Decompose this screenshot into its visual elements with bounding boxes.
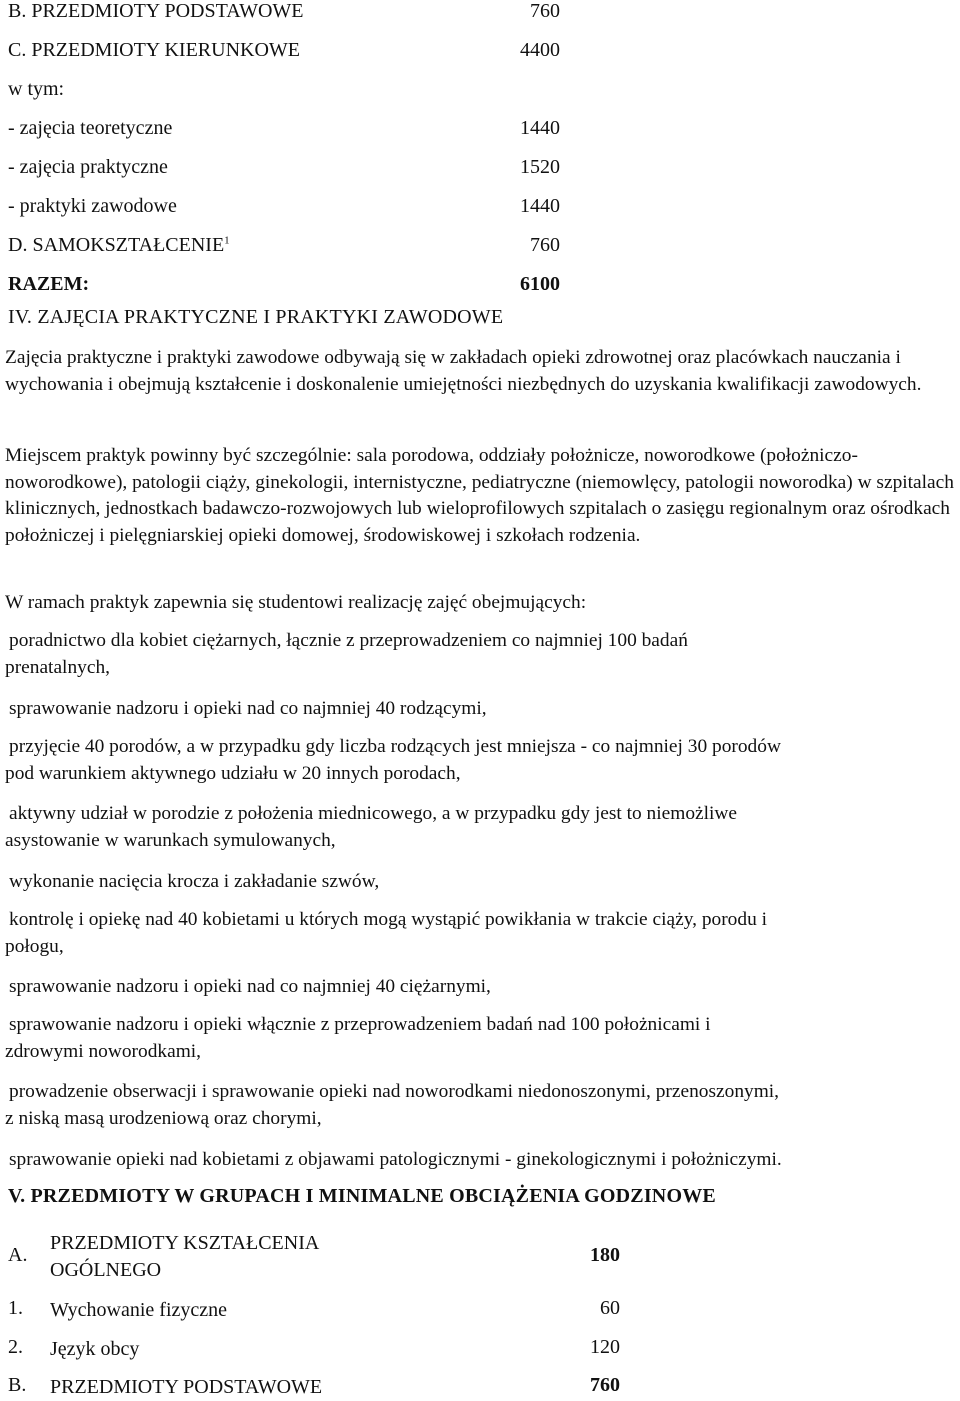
summary-label: w tym: xyxy=(8,78,65,100)
list-item xyxy=(5,1012,957,1065)
summary-label: - zajęcia praktyczne xyxy=(8,156,168,178)
list-item xyxy=(5,801,957,854)
group-row-name: Wychowanie fizyczne xyxy=(50,1299,228,1321)
group-row-name: PRZEDMIOTY PODSTAWOWE xyxy=(50,1376,323,1398)
summary-row xyxy=(8,0,560,28)
list-item-line: sprawowanie opieki nad kobietami z objawami patologicznymi - ginekologicznymi i położniczymi. xyxy=(9,1149,782,1170)
section-iv-heading: IV. ZAJĘCIA PRAKTYCZNE I PRAKTYKI ZAWODOWE xyxy=(8,306,504,328)
list-item-line: z niską masą urodzeniową oraz chorymi, xyxy=(5,1107,322,1129)
list-item xyxy=(5,907,957,960)
list-item-line: aktywny udział w porodzie z położenia miednicowego, a w przypadku gdy jest to niemożliwe xyxy=(9,803,738,824)
summary-value: 760 xyxy=(530,234,560,256)
summary-total-label: RAZEM: xyxy=(8,273,90,295)
list-item-line: przyjęcie 40 porodów, a w przypadku gdy liczba rodzących jest mniejsza - co najmniej 30 porodów xyxy=(9,736,781,757)
list-item xyxy=(5,1079,957,1132)
group-row-number: B. xyxy=(8,1374,27,1396)
group-row-number: A. xyxy=(8,1244,28,1266)
summary-total-row xyxy=(8,273,560,301)
group-row-name: Język obcy xyxy=(50,1338,140,1360)
summary-row xyxy=(8,234,560,262)
section-iv-paragraph-1: Zajęcia praktyczne i praktyki zawodowe odbywają się w zakładach opieki zdrowotnej oraz placówkach nauczania i wychowania i obejmują kształcenie i doskonalenie umiejętności niezbędnych do uzyskania kwalifikacji zawodowych. xyxy=(5,347,922,395)
list-item-line: prowadzenie obserwacji i sprawowanie opieki nad noworodkami niedonoszonymi, przenoszonymi, xyxy=(9,1081,780,1102)
summary-label xyxy=(8,234,230,257)
group-table-row xyxy=(8,1336,620,1364)
list-item xyxy=(5,869,957,896)
list-item-line: połogu, xyxy=(5,935,64,957)
summary-row xyxy=(8,195,560,223)
summary-row xyxy=(8,156,560,184)
section-iv-paragraph-3: W ramach praktyk zapewnia się studentowi realizację zajęć obejmujących: xyxy=(5,592,587,613)
footnote-marker: 1 xyxy=(224,234,230,247)
list-item-line: sprawowanie nadzoru i opieki nad co najmniej 40 ciężarnymi, xyxy=(9,976,491,997)
group-table-row xyxy=(8,1374,620,1398)
group-row-name-line: OGÓLNEGO xyxy=(50,1259,162,1281)
group-table-row xyxy=(8,1230,620,1286)
summary-label: B. PRZEDMIOTY PODSTAWOWE xyxy=(8,0,304,22)
group-row-value: 60 xyxy=(600,1297,620,1319)
summary-value: 760 xyxy=(530,0,560,22)
list-item-line: kontrolę i opiekę nad 40 kobietami u których mogą wystąpić powikłania w trakcie ciąży, porodu i xyxy=(9,909,767,930)
list-item-line: zdrowymi noworodkami, xyxy=(5,1040,202,1062)
section-v-heading: V. PRZEDMIOTY W GRUPACH I MINIMALNE OBCIĄŻENIA GODZINOWE xyxy=(8,1185,716,1207)
group-row-number: 2. xyxy=(8,1336,23,1358)
summary-label: - praktyki zawodowe xyxy=(8,195,177,217)
list-item xyxy=(5,734,957,787)
list-item xyxy=(5,974,957,1001)
list-item xyxy=(5,696,957,723)
list-item-line: wykonanie nacięcia krocza i zakładanie szwów, xyxy=(9,871,380,892)
list-item xyxy=(5,628,957,681)
list-item-line: sprawowanie nadzoru i opieki włącznie z przeprowadzeniem badań nad 100 położnicami i xyxy=(9,1014,711,1035)
group-row-value: 120 xyxy=(590,1336,620,1358)
group-row-value: 180 xyxy=(590,1244,620,1266)
list-item-line: sprawowanie nadzoru i opieki nad co najmniej 40 rodzącymi, xyxy=(9,698,487,719)
summary-label-text: D. SAMOKSZTAŁCENIE xyxy=(8,234,225,256)
summary-row xyxy=(8,39,560,67)
summary-label: C. PRZEDMIOTY KIERUNKOWE xyxy=(8,39,301,61)
group-row-value: 760 xyxy=(590,1374,620,1396)
group-table-row xyxy=(8,1297,620,1325)
summary-value: 4400 xyxy=(520,39,560,61)
list-item-line: asystowanie w warunkach symulowanych, xyxy=(5,829,336,851)
list-item-line: poradnictwo dla kobiet ciężarnych, łącznie z przeprowadzeniem co najmniej 100 badań xyxy=(9,630,688,651)
section-iv-paragraph-2: Miejscem praktyk powinny być szczególnie: sala porodowa, oddziały położnicze, noworodkowe (położniczo-noworodkowe), patologii ciąży, ginekologii, internistyczne, pediatryczne (niemowlęcy, patologii noworodka) w szpitalach klinicznych, jednostkach badawczo-rozwojowych lub wieloprofilowych szpitalach o zasięgu regionalnym oraz ośrodkach położniczej i pielęgniarskiej opieki domowej, środowiskowej i szkołach rodzenia. xyxy=(5,445,954,546)
summary-row xyxy=(8,78,560,106)
summary-value: 1440 xyxy=(520,117,560,139)
group-row-number: 1. xyxy=(8,1297,23,1319)
list-item xyxy=(5,1147,957,1174)
summary-label: - zajęcia teoretyczne xyxy=(8,117,173,139)
summary-row xyxy=(8,117,560,145)
summary-total-value: 6100 xyxy=(520,273,560,295)
summary-value: 1440 xyxy=(520,195,560,217)
group-row-name-line: PRZEDMIOTY KSZTAŁCENIA xyxy=(50,1232,320,1254)
list-item-line: pod warunkiem aktywnego udziału w 20 innych porodach, xyxy=(5,762,461,784)
list-item-line: prenatalnych, xyxy=(5,656,110,678)
summary-value: 1520 xyxy=(520,156,560,178)
group-row-name xyxy=(50,1230,319,1284)
